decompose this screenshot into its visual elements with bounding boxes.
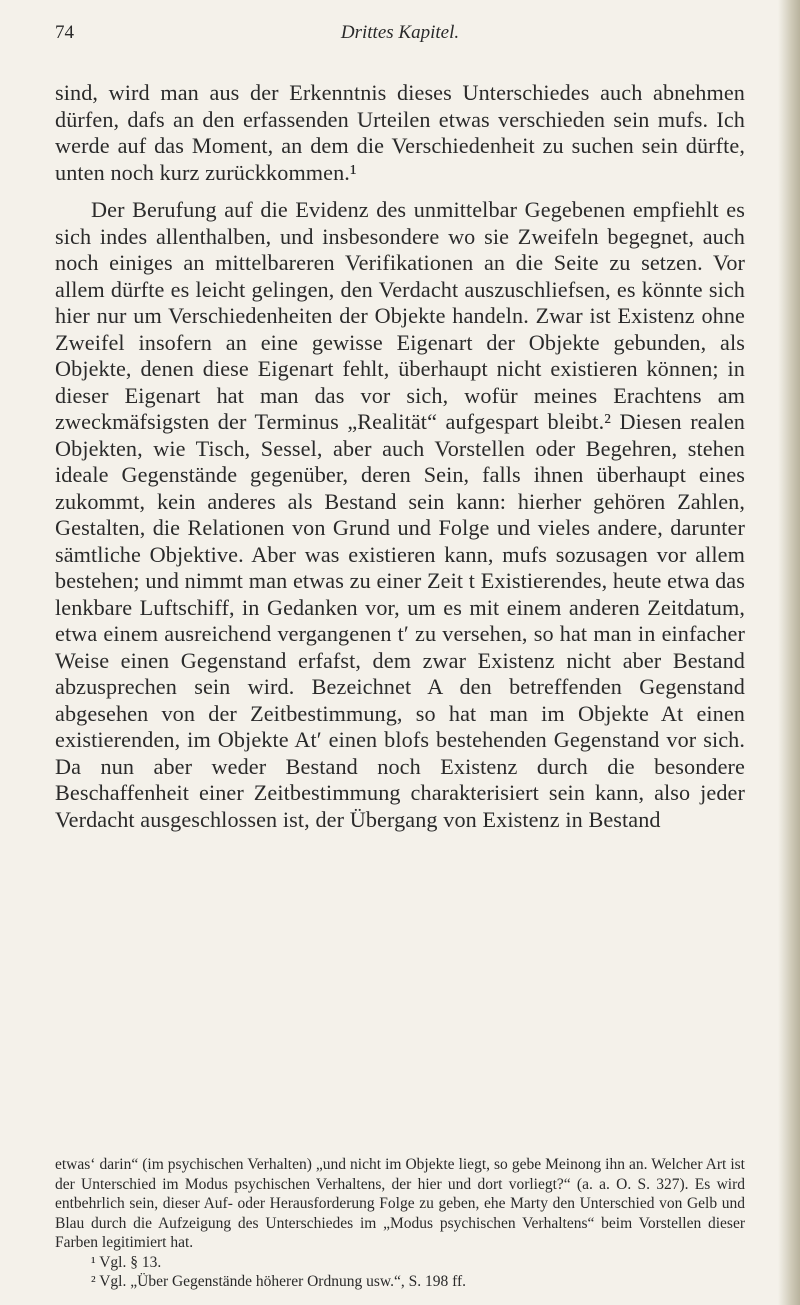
- main-text: [55, 80, 745, 833]
- footnotes: [55, 1155, 745, 1292]
- page-number: 74: [55, 22, 74, 43]
- page-header: [55, 22, 745, 52]
- footnote-continuation: etwas‘ darin“ (im psychischen Verhalten) „und nicht im Objekte liegt, so gebe Meinong ihn an. Welcher Art ist der Unterschied im Modus psychischen Verhaltens, der hier und dort vorliegt?“ (a. a. O. S. 327). Es wird entbehrlich sein, dieser Auf- oder Herausforderung Folge zu geben, ehe Marty den Unterschied von Gelb und Blau durch die Aufzeigung des Unterschiedes im „Modus psychischen Verhaltens“ beim Vorstellen dieser Farben legitimiert hat.: [55, 1156, 745, 1251]
- page-edge-shadow: [778, 0, 800, 1305]
- footnote-2: ² Vgl. „Über Gegenstände höherer Ordnung usw.“, S. 198 ff.: [91, 1273, 466, 1290]
- footnote-1: ¹ Vgl. § 13.: [91, 1253, 162, 1271]
- paragraph-2: Der Berufung auf die Evidenz des unmittelbar Gegebenen empfiehlt es sich indes allenthalben, und insbesondere wo sie Zweifeln begegnet, auch noch einiges an mittelbareren Verifikationen an die Seite zu setzen. Vor allem dürfte es leicht gelingen, den Verdacht auszuschliefsen, es könnte sich hier nur um Verschiedenheiten der Objekte handeln. Zwar ist Existenz ohne Zweifel insofern an eine gewisse Eigenart der Objekte gebunden, als Objekte, denen diese Eigenart fehlt, überhaupt nicht existieren können; in dieser Eigenart hat man das vor sich, wofür meines Erachtens am zweckmäfsigsten der Terminus „Realität“ aufgespart bleibt.² Diesen realen Objekten, wie Tisch, Sessel, aber auch Vorstellen oder Begehren, stehen ideale Gegenstände gegenüber, deren Sein, falls ihnen überhaupt eines zukommt, kein anderes als Bestand sein kann: hierher gehören Zahlen, Gestalten, die Relationen von Grund und Folge und vieles andere, darunter sämtliche Objektive. Aber was existieren kann, mufs sozusagen vor allem bestehen; und nimmt man etwas zu einer Zeit t Existierendes, heute etwa das lenkbare Luftschiff, in Gedanken vor, um es mit einem anderen Zeitdatum, etwa einem ausreichend vergangenen t′ zu versehen, so hat man in einfacher Weise einen Gegenstand erfafst, dem zwar Existenz nicht aber Bestand abzusprechen sein wird. Bezeichnet A den betreffenden Gegenstand abgesehen von der Zeitbestimmung, so hat man im Objekte At einen existierenden, im Objekte At′ einen blofs bestehenden Gegenstand vor sich. Da nun aber weder Bestand noch Existenz durch die besondere Beschaffenheit einer Zeitbestimmung charakterisiert sein kann, also jeder Verdacht ausgeschlossen ist, der Übergang von Existenz in Bestand: [55, 197, 745, 832]
- paragraph-1: sind, wird man aus der Erkenntnis dieses Unterschiedes auch abnehmen dürfen, dafs an den erfassenden Urteilen etwas verschieden sein mufs. Ich werde auf das Moment, an dem die Verschiedenheit zu suchen sein dürfte, unten noch kurz zurückkommen.¹: [55, 80, 745, 185]
- running-head: Drittes Kapitel.: [340, 22, 460, 43]
